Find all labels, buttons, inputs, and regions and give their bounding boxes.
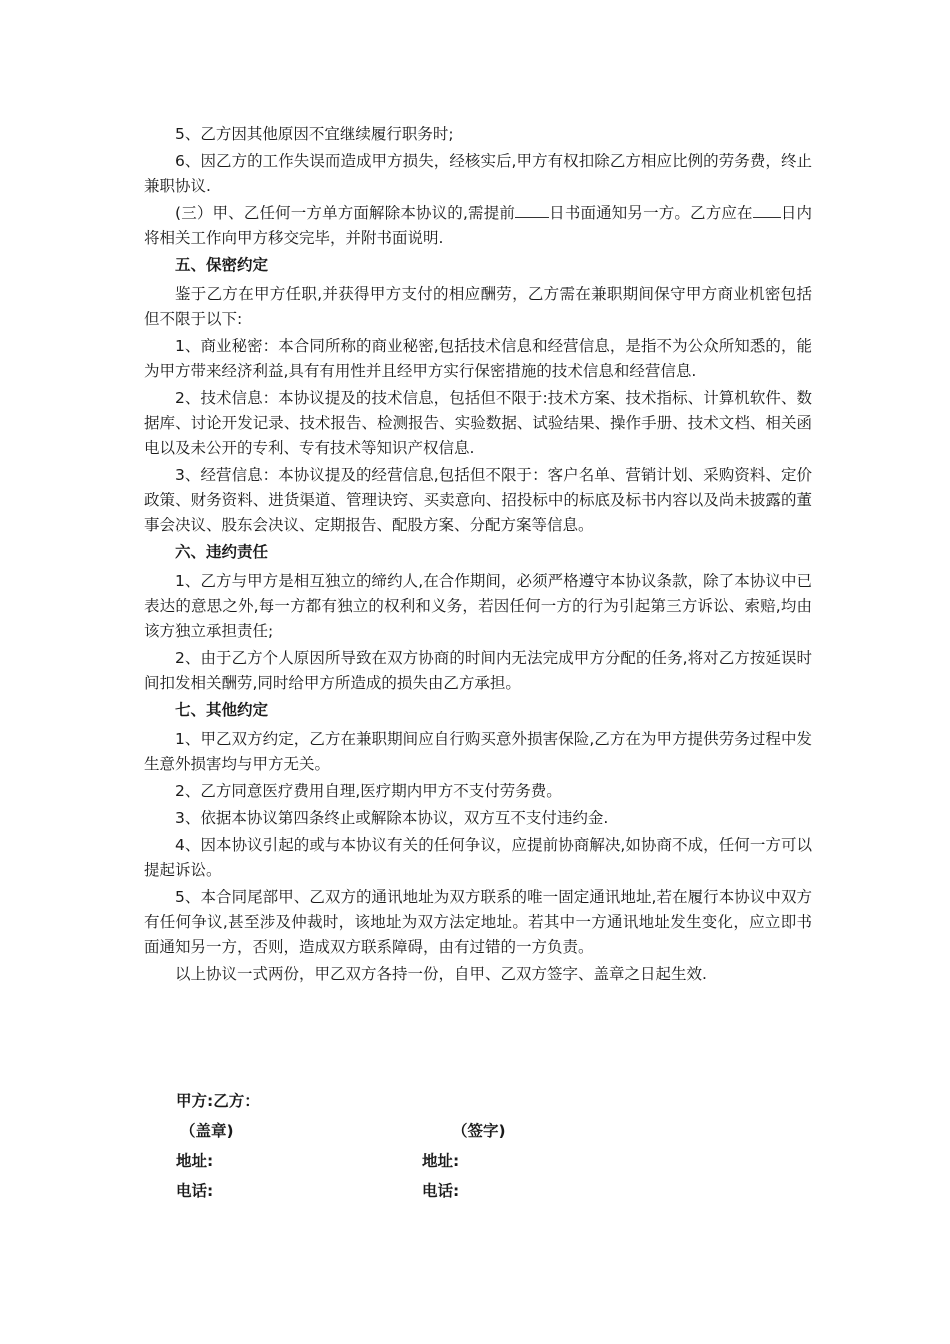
confidentiality-intro: 鉴于乙方在甲方任职,并获得甲方支付的相应酬劳，乙方需在兼职期间保守甲方商业机密包括但不限于以下: — [144, 285, 812, 328]
other-item-3: 3、依据本协议第四条终止或解除本协议，双方互不支付违约金. — [175, 809, 609, 827]
termination-notice-clause — [144, 201, 812, 251]
signature-seal-row — [176, 1116, 576, 1146]
notice-text-part2: 日书面通知另一方。乙方应在 — [549, 204, 753, 222]
liability-item-1: 1、乙方与甲方是相互独立的缔约人,在合作期间，必须严格遵守本协议条款，除了本协议中已表达的意思之外,每一方都有独立的权利和义务，若因任何一方的行为引起第三方诉讼、索赔,均由该方独立承担责任; — [144, 572, 812, 640]
section-heading-liability: 六、违约责任 — [175, 543, 269, 561]
notice-days-blank — [515, 217, 549, 218]
party-a-seal-label: （盖章) — [180, 1122, 234, 1140]
confidentiality-item-1: 1、商业秘密：本合同所称的商业秘密,包括技术信息和经营信息，是指不为公众所知悉的，能为甲方带来经济利益,具有有用性并且经甲方实行保密措施的技术信息和经营信息. — [144, 337, 812, 380]
other-item-2: 2、乙方同意医疗费用自理,医疗期内甲方不支付劳务费。 — [175, 782, 562, 800]
liability-item-2: 2、由于乙方个人原因所导致在双方协商的时间内无法完成甲方分配的任务,将对乙方按延误时间扣发相关酬劳,同时给甲方所造成的损失由乙方承担。 — [144, 649, 812, 692]
party-b-phone-label: 电话: — [422, 1182, 460, 1200]
party-a-phone-label: 电话: — [176, 1182, 214, 1200]
signature-address-row — [176, 1146, 576, 1176]
party-b-sign-label: （签字) — [452, 1122, 506, 1140]
notice-text-part3: 日内将相关工作向甲方移交完毕，并附书面说明. — [144, 204, 812, 247]
other-item-1: 1、甲乙双方约定，乙方在兼职期间应自行购买意外损害保险,乙方在为甲方提供劳务过程中发生意外损害均与甲方无关。 — [144, 730, 812, 773]
handover-days-blank — [753, 217, 781, 218]
parties-label: 甲方:乙方： — [176, 1092, 260, 1110]
party-b-address-label: 地址: — [422, 1152, 460, 1170]
effective-clause: 以上协议一式两份，甲乙双方各持一份，自甲、乙双方签字、盖章之日起生效. — [175, 965, 707, 983]
signature-phone-row — [176, 1176, 576, 1206]
section-heading-confidentiality: 五、保密约定 — [175, 256, 269, 274]
confidentiality-item-3: 3、经营信息：本协议提及的经营信息,包括但不限于：客户名单、营销计划、采购资料、定价政策、财务资料、进货渠道、管理诀窍、买卖意向、招投标中的标底及标书内容以及尚未披露的董事会决议、股东会决议、定期报告、配股方案、分配方案等信息。 — [144, 466, 812, 534]
clause-item-5: 5、乙方因其他原因不宜继续履行职务时; — [175, 125, 454, 143]
signature-parties-row — [176, 1086, 576, 1116]
clause-item-6: 6、因乙方的工作失误而造成甲方损失，经核实后,甲方有权扣除乙方相应比例的劳务费，终止兼职协议. — [144, 152, 812, 195]
signature-block — [176, 1086, 576, 1206]
confidentiality-item-2: 2、技术信息：本协议提及的技术信息，包括但不限于:技术方案、技术指标、计算机软件、数据库、讨论开发记录、技术报告、检测报告、实验数据、试验结果、操作手册、技术文档、相关函电以及未公开的专利、专有技术等知识产权信息. — [144, 389, 812, 457]
contract-body — [144, 122, 812, 989]
section-heading-other: 七、其他约定 — [175, 701, 269, 719]
other-item-4: 4、因本协议引起的或与本协议有关的任何争议，应提前协商解决,如协商不成，任何一方可以提起诉讼。 — [144, 836, 812, 879]
other-item-5: 5、本合同尾部甲、乙双方的通讯地址为双方联系的唯一固定通讯地址,若在履行本协议中双方有任何争议,甚至涉及仲裁时，该地址为双方法定地址。若其中一方通讯地址发生变化，应立即书面通知另一方，否则，造成双方联系障碍，由有过错的一方负责。 — [144, 888, 812, 956]
notice-text-part1: (三）甲、乙任何一方单方面解除本协议的,需提前 — [175, 204, 516, 222]
party-a-address-label: 地址: — [176, 1152, 214, 1170]
